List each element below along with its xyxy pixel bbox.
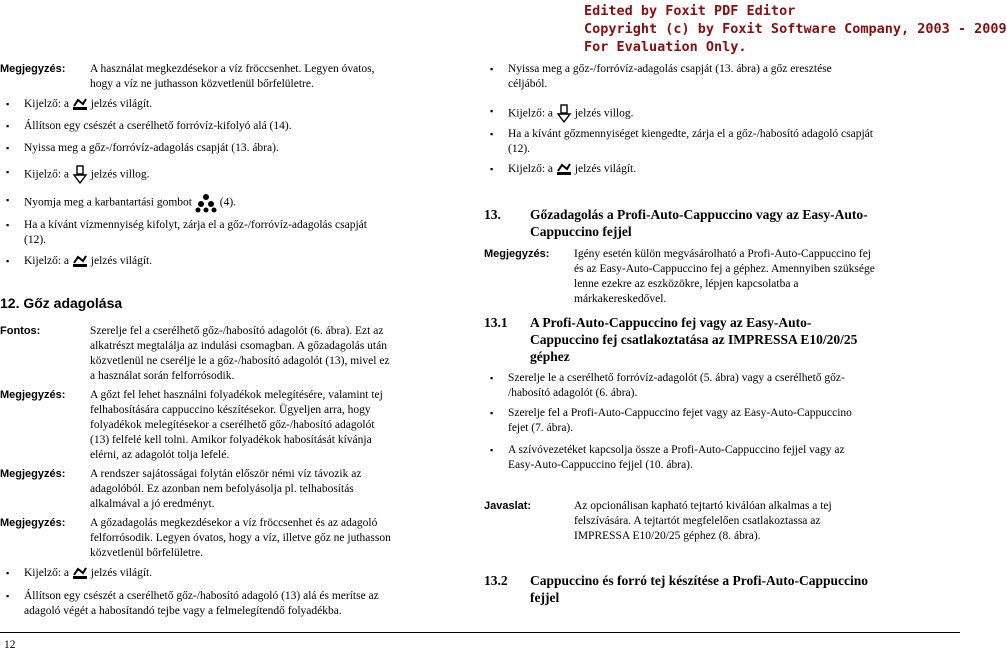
- note-text: (13) felfelé kell tolni. Amikor folyadékok habosítását kívánja: [90, 434, 372, 446]
- section-title: A Profi-Auto-Cappuccino fej vagy az Easy-Auto-: [530, 315, 812, 330]
- section-title: 12. Gőz adagolása: [0, 295, 123, 311]
- bullet-item: [508, 104, 634, 124]
- note-text: adagolóból. Ez azonban nem befolyásolja pl. telhabosítás: [90, 483, 354, 495]
- note-text: folyadékok melegítésekor a cserélhető gőz-/habosító adagolót: [90, 419, 375, 431]
- note-text: A rendszer sajátosságai folytán először némi víz távozik az: [90, 468, 362, 480]
- display-icon: [72, 254, 88, 268]
- bullet-item: ▪ Állítson egy csészét a cserélhető forróvíz-kifolyó alá (14).: [24, 119, 292, 133]
- maintenance-icon: [195, 193, 217, 213]
- display-icon: [72, 566, 88, 580]
- section-title: Cappuccino fejjel: [530, 224, 632, 239]
- watermark-line-3: For Evaluation Only.: [584, 39, 747, 55]
- note-text: márkakereskedővel.: [574, 293, 667, 305]
- bullet-text: Kijelző: a: [24, 255, 70, 267]
- tip-text: IMPRESSA E10/20/25 géphez (8. ábra).: [574, 530, 761, 542]
- note-text: hogy a víz ne juthasson közvetlenül bőrfelületre.: [90, 78, 314, 90]
- bullet-item: [24, 193, 236, 213]
- bullet-item: ▪ Szerelje le a cserélhető forróvíz-adagolót (5. ábra) vagy a cserélhető gőz-: [508, 371, 845, 385]
- important-text: a használat során felforrósodik.: [90, 370, 235, 382]
- bullet-text: adagoló végét a habosítandó tejbe vagy a felmelegítendő folyadékba.: [24, 605, 342, 617]
- bullet-item: ▪ Ha a kívánt gőzmennyiséget kiengedte, zárja el a gőz-/habosító adagoló csapját: [508, 127, 873, 141]
- display-icon: [556, 162, 572, 176]
- bullet-text: (12).: [24, 234, 47, 246]
- bullet-item: [24, 566, 152, 580]
- bullet-text: jelzés világít.: [90, 255, 153, 267]
- section-title: fejjel: [530, 590, 560, 605]
- display-icon: [72, 97, 88, 111]
- note-text: alkalmával a jó eredményt.: [90, 498, 215, 510]
- bullet-text: jelzés villog.: [90, 168, 150, 181]
- note-text: Igény esetén külön megvásárolható a Profi-Auto-Cappuccino fej: [574, 248, 871, 260]
- bullet-item: ▪ Szerelje fel a Profi-Auto-Cappuccino fejet vagy az Easy-Auto-Cappuccino: [508, 406, 852, 420]
- bullet-item: ▪ Ha a kívánt vízmennyiség kifolyt, zárja el a gőz-/forróvíz-adagolás csapját: [24, 218, 367, 232]
- note-text: A használat megkezdésekor a víz fröccsenhet. Legyen óvatos,: [90, 63, 375, 75]
- note-label: Megjegyzés:: [0, 63, 66, 75]
- bullet-text: (12).: [508, 143, 531, 155]
- note-text: elérni, az adagolót tolja lefelé.: [90, 449, 230, 461]
- section-title: Cappuccino fej csatlakoztatása az IMPRESSA E10/20/25: [530, 332, 858, 347]
- note-label: Megjegyzés:: [0, 389, 66, 401]
- note-text: felhabosítására cappuccino készítésekor. Ügyeljen arra, hogy: [90, 404, 371, 416]
- footer-rule: [0, 632, 960, 633]
- bullet-text: fejet (7. ábra).: [508, 422, 574, 434]
- tip-text: felszívására. A tejtartót megfelelően csatlakoztassa az: [574, 515, 821, 527]
- note-text: közvetlenül bőrfelületre.: [90, 547, 204, 559]
- note-text: és az Easy-Auto-Cappuccino fej a géphez. Amennyiben szüksége: [574, 263, 875, 275]
- steam-icon: [72, 165, 88, 185]
- important-text: alkatrészt megtalálja az indulási csomagban. A gőzadagolás után: [90, 340, 387, 352]
- note-text: felforrósodik. Legyen óvatos, hogy a víz, illetve gőz ne juthasson: [90, 532, 391, 544]
- section-title: géphez: [530, 349, 570, 364]
- section-number: 13.1: [484, 315, 508, 330]
- bullet-text: Kijelző: a: [508, 107, 554, 120]
- note-text: A gőzadagolás megkezdésekor a víz fröccsenhet és az adagoló: [90, 517, 378, 529]
- tip-text: Az opcionálisan kapható tejtartó kiválóan alkalmas a tej: [574, 500, 832, 512]
- bullet-text: jelzés világít.: [90, 567, 153, 579]
- note-label: Megjegyzés:: [484, 248, 550, 260]
- page-number: 12: [4, 639, 16, 651]
- bullet-text: Kijelző: a: [24, 567, 70, 579]
- section-title: Cappuccino és forró tej készítése a Profi-Auto-Cappuccino: [530, 573, 868, 588]
- note-label: Megjegyzés:: [0, 468, 66, 480]
- bullet-text: /habosító adagolót (6. ábra).: [508, 387, 638, 399]
- bullet-item: [24, 165, 150, 185]
- note-label: Megjegyzés:: [0, 517, 66, 529]
- bullet-item: ▪ Nyissa meg a gőz-/forróvíz-adagolás csapját (13. ábra).: [24, 141, 279, 155]
- important-label: Fontos:: [0, 325, 41, 337]
- bullet-item: ▪ Nyissa meg a gőz-/forróvíz-adagolás csapját (13. ábra) a gőz eresztése: [508, 62, 832, 76]
- bullet-text: jelzés világít.: [574, 163, 637, 175]
- bullet-text: Kijelző: a: [24, 168, 70, 181]
- bullet-text: Kijelző: a: [508, 163, 554, 175]
- note-text: A gőzt fel lehet használni folyadékok melegítésére, valamint tej: [90, 389, 383, 401]
- section-number: 13.2: [484, 573, 508, 588]
- section-number: 13.: [484, 207, 501, 222]
- watermark-line-1: Edited by Foxit PDF Editor: [584, 3, 796, 19]
- bullet-item: [24, 97, 152, 111]
- tip-label: Javaslat:: [484, 500, 532, 512]
- bullet-item: ▪ Állítson egy csészét a cserélhető gőz-/habosító adagoló (13) alá és merítse az: [24, 589, 379, 603]
- bullet-item: ▪ A szívóvezetéket kapcsolja össze a Profi-Auto-Cappuccino fejjel vagy az: [508, 443, 845, 457]
- steam-icon: [556, 104, 572, 124]
- note-text: lenne ezekre az eszközökre, lépjen kapcsolatba a: [574, 278, 799, 290]
- bullet-text: (4).: [219, 196, 237, 209]
- bullet-item: [508, 162, 636, 176]
- bullet-text: jelzés világít.: [90, 98, 153, 110]
- watermark-line-2: Copyright (c) by Foxit Software Company, 2003 - 2009: [584, 21, 1007, 37]
- important-text: közvetlenül ne cserélje le a gőz-/habosító adagolót (13), mivel ez: [90, 355, 390, 367]
- bullet-text: jelzés villog.: [574, 107, 634, 120]
- bullet-text: Easy-Auto-Cappuccino fejjel (10. ábra).: [508, 459, 693, 471]
- section-title: Gőzadagolás a Profi-Auto-Cappuccino vagy az Easy-Auto-: [530, 207, 868, 222]
- important-text: Szerelje fel a cserélhető gőz-/habosító adagolót (6. ábra). Ezt az: [90, 325, 384, 337]
- bullet-text: Nyomja meg a karbantartási gombot: [24, 196, 192, 209]
- bullet-text: Kijelző: a: [24, 98, 70, 110]
- bullet-text: céljából.: [508, 78, 548, 90]
- bullet-item: [24, 254, 152, 268]
